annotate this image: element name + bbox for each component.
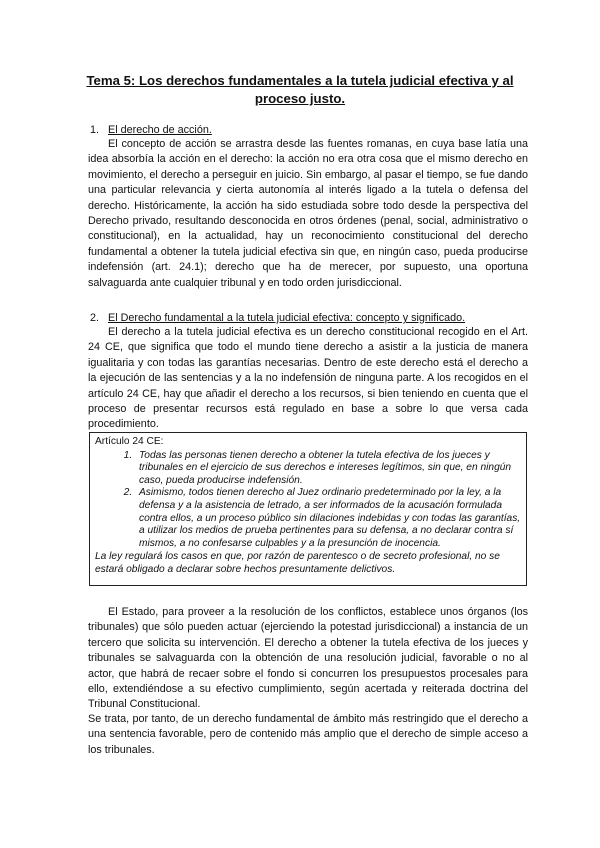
section-2-number: 2.: [90, 312, 100, 324]
section-1-heading: [90, 123, 212, 137]
article-24-box: [89, 432, 527, 586]
page-title: Tema 5: Los derechos fundamentales a la tutela judicial efectiva y al proceso justo.: [86, 73, 514, 106]
article-item-1: 1. Todas las personas tienen derecho a obtener la tutela efectiva de los jueces y tribunales en el ejercicio de sus derechos e intereses legítimos, sin que, en ningún caso, pueda producirse indefensión.: [135, 450, 521, 488]
article-items-list: [95, 450, 521, 551]
article-item-2: 2. Asimismo, todos tienen derecho al Juez ordinario predeterminado por la ley, a la defensa y a la asistencia de letrado, a ser informados de la acusación formulada contra ellos, a un proceso público sin dilaciones indebidas y con todas las garantías, a utilizar los medios de prueba pertinentes para su defensa, a no declarar contra sí mismos, a no confesarse culpables y a la presunción de inocencia.: [135, 487, 521, 550]
section-1-title: El derecho de acción.: [108, 124, 212, 136]
section-1-body: El concepto de acción se arrastra desde las fuentes romanas, en cuya base latía una idea absorbía la acción en el derecho: la acción no era otra cosa que el mismo derecho en movimiento, el derecho a perseguir en juicio. Sin embargo, al pasar el tiempo, se fue dando una particular relevancia y cierta autonomía al interés ligado a la tutela o defensa del derecho. Históricamente, la acción ha sido estudiada sobre todo desde la perspectiva del Derecho privado, resultando desconocida en otros órdenes (penal, social, administrativo o constitucional), en la actualidad, hay un reconocimiento constitucional del derecho fundamental a obtener la tutela judicial efectiva sin que, en ningún caso, pueda producirse indefensión (art. 24.1); derecho que ha de merecer, por supuesto, una oportuna salvaguarda ante cualquier tribunal y en todo orden jurisdiccional.: [88, 138, 528, 289]
section-2-heading: [90, 311, 465, 325]
closing-paragraph-1: El Estado, para proveer a la resolución de los conflictos, establece unos órganos (los tribunales) que sólo pueden actuar (ejerciendo la potestad jurisdiccional) a instancia de un tercero que solicita su intervención. El derecho a obtener la tutela efectiva de los jueces y tribunales se salvaguarda con la obtención de una resolución judicial, favorable o no al actor, que habrá de recaer sobre el fondo si concurren los presupuestos procesales para ello, extendiéndose a su efectivo cumplimiento, según acertada y reiterada doctrina del Tribunal Constitucional.: [88, 606, 528, 711]
section-2-body: El derecho a la tutela judicial efectiva es un derecho constitucional recogido en el Art. 24 CE, que significa que todo el mundo tiene derecho a asistir a la justicia de manera igualitaria y con todas las garantías necesarias. Dentro de este derecho está el derecho a la ejecución de las sentencias y a la no indefensión de ninguna parte. A los recogidos en el artículo 24 CE, hay que añadir el derecho a los recursos, si bien teniendo en cuenta que el proceso de presentar recursos está regulado en base a sobre lo que versa cada procedimiento.: [88, 326, 528, 431]
section-1-number: 1.: [90, 124, 100, 136]
section-2-title: El Derecho fundamental a la tutela judicial efectiva: concepto y significado.: [108, 312, 466, 324]
article-box-note: La ley regulará los casos en que, por razón de parentesco o de secreto profesional, no se estará obligado a declarar sobre hechos presuntamente delictivos.: [95, 551, 500, 575]
closing-paragraph-2: Se trata, por tanto, de un derecho fundamental de ámbito más restringido que el derecho a una sentencia favorable, pero de contenido más amplio que el derecho de simple acceso a los tribunales.: [88, 713, 528, 756]
article-box-title: Artículo 24 CE:: [95, 436, 164, 447]
